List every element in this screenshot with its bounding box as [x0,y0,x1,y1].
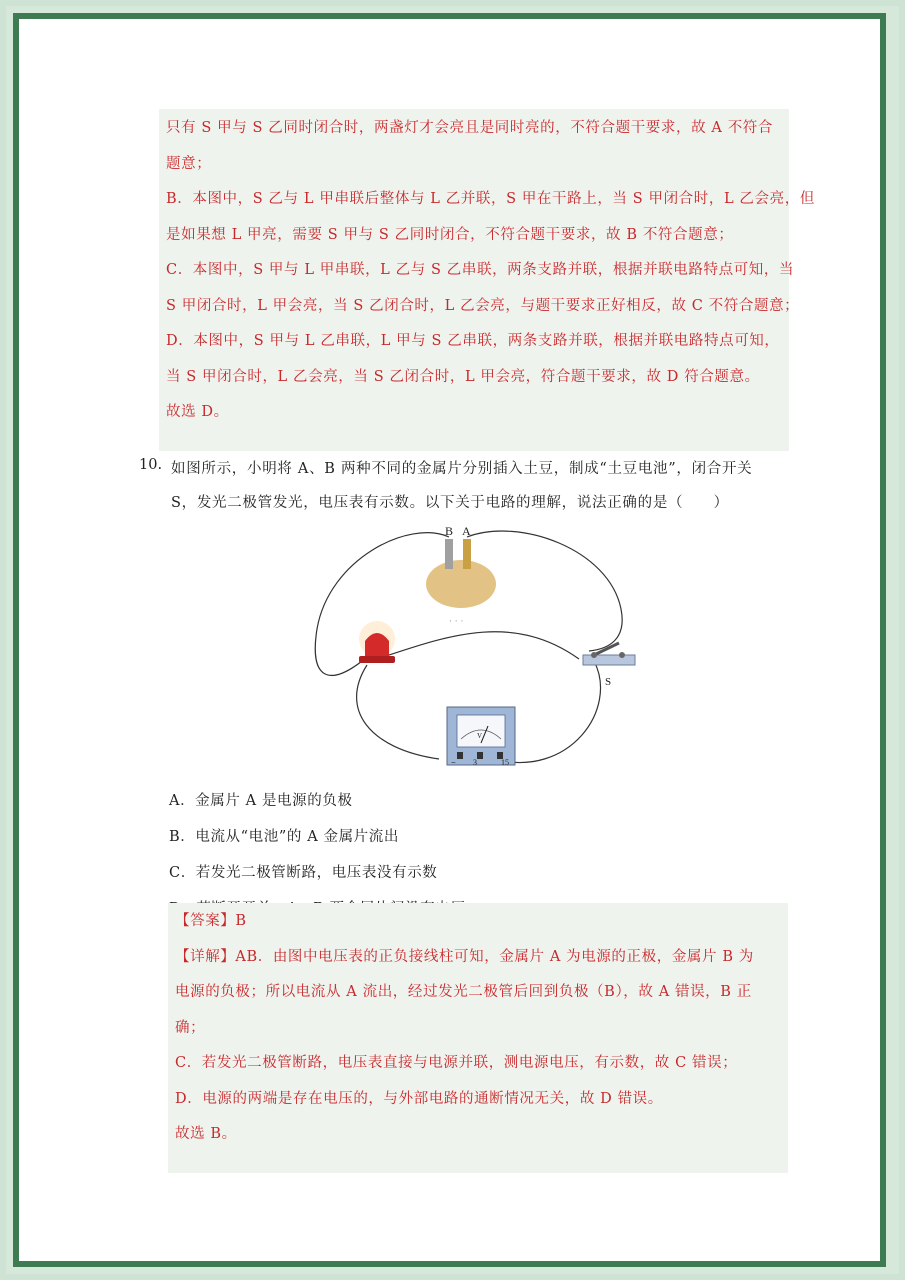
option-c: C．若发光二极管断路，电压表没有示数 [169,865,438,881]
option-b: B．电流从“电池”的 A 金属片流出 [169,829,399,845]
answer-line: 当 S 甲闭合时，L 乙会亮，当 S 乙闭合时，L 甲会亮，符合题干要求，故 D 符合题意。 [166,368,760,385]
answer-line: C．若发光二极管断路，电压表直接与电源并联，测电源电压，有示数，故 C 错误； [175,1055,738,1071]
answer-line: 故选 D。 [166,404,229,420]
voltmeter-15-terminal: 15 [501,758,509,767]
wire-led-to-switch [371,632,579,661]
answer-line: 【答案】B [175,913,247,929]
answer-line: 确； [175,1019,206,1036]
answer-explanation-block-9 [159,109,815,451]
label-b: B [445,524,454,538]
answer-explanation-block-10 [168,903,788,1173]
answer-line: 【详解】AB．由图中电压表的正负接线柱可知，金属片 A 为电源的正极，金属片 B 为 [175,948,754,965]
question-stem-line-2: S，发光二极管发光，电压表有示数。以下关于电路的理解，说法正确的是（ ） [171,495,729,511]
voltmeter-unit: V [477,732,483,740]
answer-line: 是如果想 L 甲亮，需要 S 甲与 S 乙同时闭合，不符合题干要求，故 B 不符合题意； [166,226,734,243]
switch-icon [583,643,635,665]
metal-plate-b [445,539,453,569]
option-a: A．金属片 A 是电源的负极 [169,793,353,809]
led-icon [359,621,395,663]
document-page [19,19,880,1261]
switch-label: S [605,676,612,688]
answer-line: 只有 S 甲与 S 乙同时闭合时，两盏灯才会亮且是同时亮的，不符合题干要求，故 A 不符合 [166,120,773,136]
question-stem-line-1: 如图所示，小明将 A、B 两种不同的金属片分别插入土豆，制成“土豆电池”，闭合开关 [171,461,753,477]
potato [426,560,496,608]
metal-plate-a [463,539,471,569]
question-number: 10. [139,457,163,473]
answer-line: S 甲闭合时，L 甲会亮，当 S 乙闭合时，L 乙会亮，与题干要求正好相反，故 C 不符合题意； [166,297,800,314]
voltmeter-3-terminal: 3 [473,758,477,767]
potato-battery-circuit-figure [289,509,649,769]
answer-line: 故选 B。 [175,1126,237,1142]
answer-line: C．本图中，S 甲与 L 甲串联，L 乙与 S 乙串联，两条支路并联，根据并联电路特点可知，当 [166,262,795,278]
answer-line: D．本图中，S 甲与 L 乙串联，L 甲与 S 乙串联，两条支路并联，根据并联电路特点可知， [166,333,780,349]
answer-line: D．电源的两端是存在电压的，与外部电路的通断情况无关，故 D 错误。 [175,1090,663,1107]
answer-line: 电源的负极；所以电流从 A 流出，经过发光二极管后回到负极（B），故 A 错误，B 正 [175,984,752,1000]
wire-led-to-meter [357,665,439,759]
answer-line: 题意； [166,155,212,172]
potato-dots: · · · [449,617,464,627]
voltmeter-minus-terminal: − [451,758,456,767]
label-a: A [462,524,471,538]
answer-line: B．本图中，S 乙与 L 甲串联后整体与 L 乙并联，S 甲在干路上，当 S 甲闭合时，L 乙会亮，但 [166,191,815,207]
